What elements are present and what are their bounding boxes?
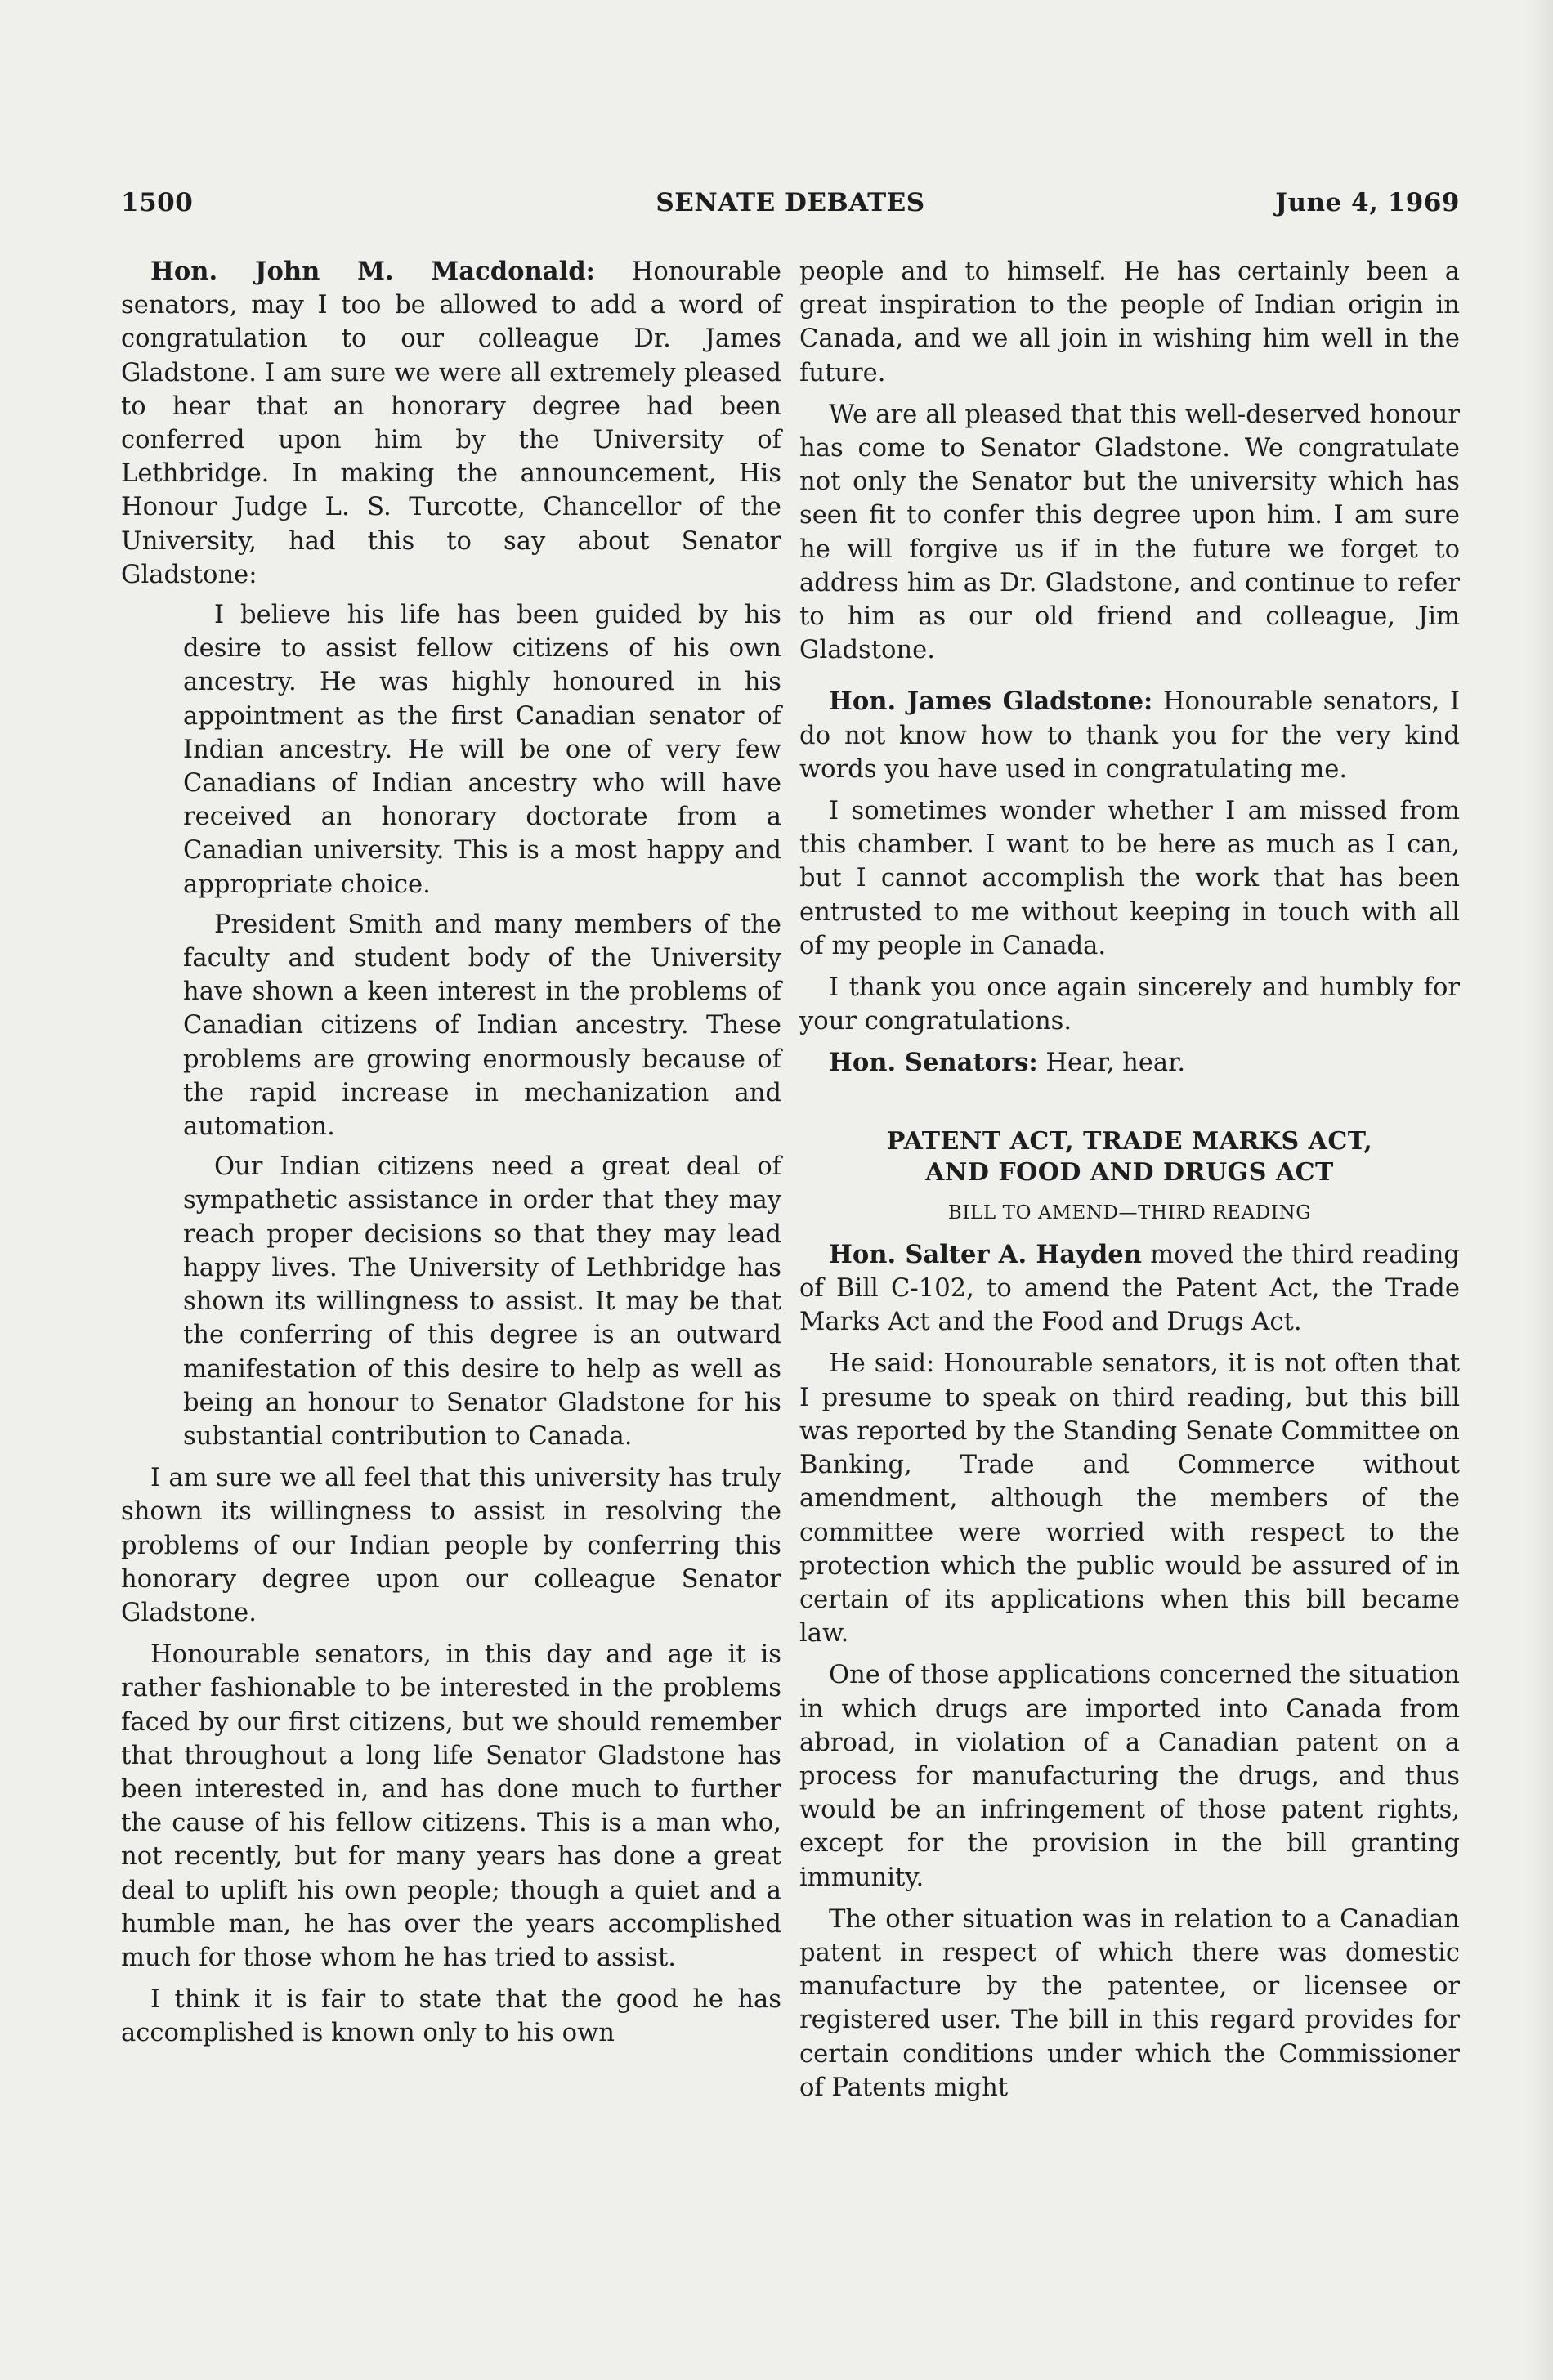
paragraph: Honourable senators, in this day and age it is rather fashionable to be interested in the problems faced by our first citizens, but we should remember that throughout a long life Senator Gladstone has been interested in, and has done much to further the cause of his fellow citizens. This is a man who, not recently, but for many years has done a great deal to uplift his own people; though a quiet and a humble man, he has over the years accomplished much for those whom he has tried to assist. <box>121 1640 781 1972</box>
right-column <box>799 255 1460 2105</box>
paragraph: I sometimes wonder whether I am missed from this chamber. I want to be here as much as I can, but I cannot accomplish the work that has been entrusted to me without keeping in touch with all of my people in Canada. <box>799 797 1460 960</box>
page-number: 1500 <box>121 188 194 217</box>
paragraph: people and to himself. He has certainly been a great inspiration to the people of Indian origin in Canada, and we all join in wishing him well in the future. <box>799 257 1460 387</box>
section-subheading: BILL TO AMEND—THIRD READING <box>947 1201 1312 1224</box>
paragraph-text: Honourable senators, may I too be allowed to add a word of congratulation to our colleague Dr. James Gladstone. I am sure we were all extremely pleased to hear that an honorary degree had been conferred upon him by the University of Lethbridge. In making the announcement, His Honour Judge L. S. Turcotte, Chancellor of the University, had this to say about Senator Gladstone: <box>121 257 781 589</box>
paragraph: He said: Honourable senators, it is not often that I presume to speak on third reading, but this bill was reported by the Standing Senate Committee on Banking, Trade and Commerce without amendment, although the members of the committee were worried with respect to the protection which the public would be assured of in certain of its applications when this bill became law. <box>799 1349 1460 1649</box>
speaker-name: Hon. Senators: <box>829 1048 1038 1078</box>
publication-title: SENATE DEBATES <box>656 188 925 217</box>
block-quote: President Smith and many members of the faculty and student body of the University have shown a keen interest in the problems of Canadian citizens of Indian ancestry. These problems are growing enormously because of the rapid increase in mechanization and automation. <box>183 910 781 1142</box>
paragraph: I am sure we all feel that this university has truly shown its willingness to assist in resolving the problems of our Indian people by conferring this honorary degree upon our colleague Senator Gladstone. <box>121 1464 781 1627</box>
paragraph <box>121 255 781 592</box>
speaker-name: Hon. Salter A. Hayden <box>829 1239 1142 1269</box>
page-edge-shadow <box>1528 0 1553 2380</box>
block-quote: Our Indian citizens need a great deal of sympathetic assistance in order that they may reach proper decisions so that they may lead happy lives. The University of Lethbridge has shown its willingness to assist. It may be that the conferring of this degree is an outward manifestation of this desire to help as well as being an honour to Senator Gladstone for his substantial contribution to Canada. <box>183 1152 781 1451</box>
left-column <box>121 255 781 2051</box>
speaker-name: Hon. James Gladstone: <box>829 687 1153 717</box>
paragraph <box>799 1238 1460 1340</box>
paragraph <box>799 1046 1460 1080</box>
paragraph <box>799 685 1460 786</box>
paragraph: The other situation was in relation to a Canadian patent in respect of which there was domestic manufacture by the patentee, or licensee or registered user. The bill in this regard provides for certain conditions under which the Commissioner of Patents might <box>799 1904 1460 2102</box>
paragraph-text: Hear, hear. <box>1037 1049 1186 1078</box>
paragraph: I think it is fair to state that the good he has accomplished is known only to his own <box>121 1985 781 2048</box>
block-quote: I believe his life has been guided by his desire to assist fellow citizens of his own ancestry. He was highly honoured in his appointment as the first Canadian senator of Indian ancestry. He will be one of very few Canadians of Indian ancestry who will have received an honorary doctorate from a Canadian university. This is a most happy and appropriate choice. <box>183 601 781 899</box>
issue-date: June 4, 1969 <box>1275 188 1460 217</box>
paragraph: One of those applications concerned the situation in which drugs are imported into Canada from abroad, in violation of a Canadian patent on a process for manufacturing the drugs, and thus would be an infringement of those patent rights, except for the provision in the bill granting immunity. <box>799 1661 1460 1892</box>
running-head <box>121 186 1460 219</box>
section-title <box>799 1126 1460 1188</box>
paragraph: We are all pleased that this well-deserved honour has come to Senator Gladstone. We congratulate not only the Senator but the university which has seen fit to confer this degree upon him. I am sure he will forgive us if in the future we forget to address him as Dr. Gladstone, and continue to refer to him as our old friend and colleague, Jim Gladstone. <box>799 400 1460 665</box>
section-title-line: AND FOOD AND DRUGS ACT <box>925 1157 1334 1187</box>
section-title-line: PATENT ACT, TRADE MARKS ACT, <box>886 1126 1373 1156</box>
paragraph: I thank you once again sincerely and humbly for your congratulations. <box>799 973 1460 1036</box>
paragraph-text: moved the third reading of Bill C-102, to amend the Patent Act, the Trade Marks Act and the Food and Drugs Act. <box>799 1240 1460 1337</box>
speaker-name: Hon. John M. Macdonald: <box>150 257 595 286</box>
paragraph-text: Honourable senators, I do not know how to thank you for the very kind words you have used in congratulating me. <box>799 687 1460 784</box>
